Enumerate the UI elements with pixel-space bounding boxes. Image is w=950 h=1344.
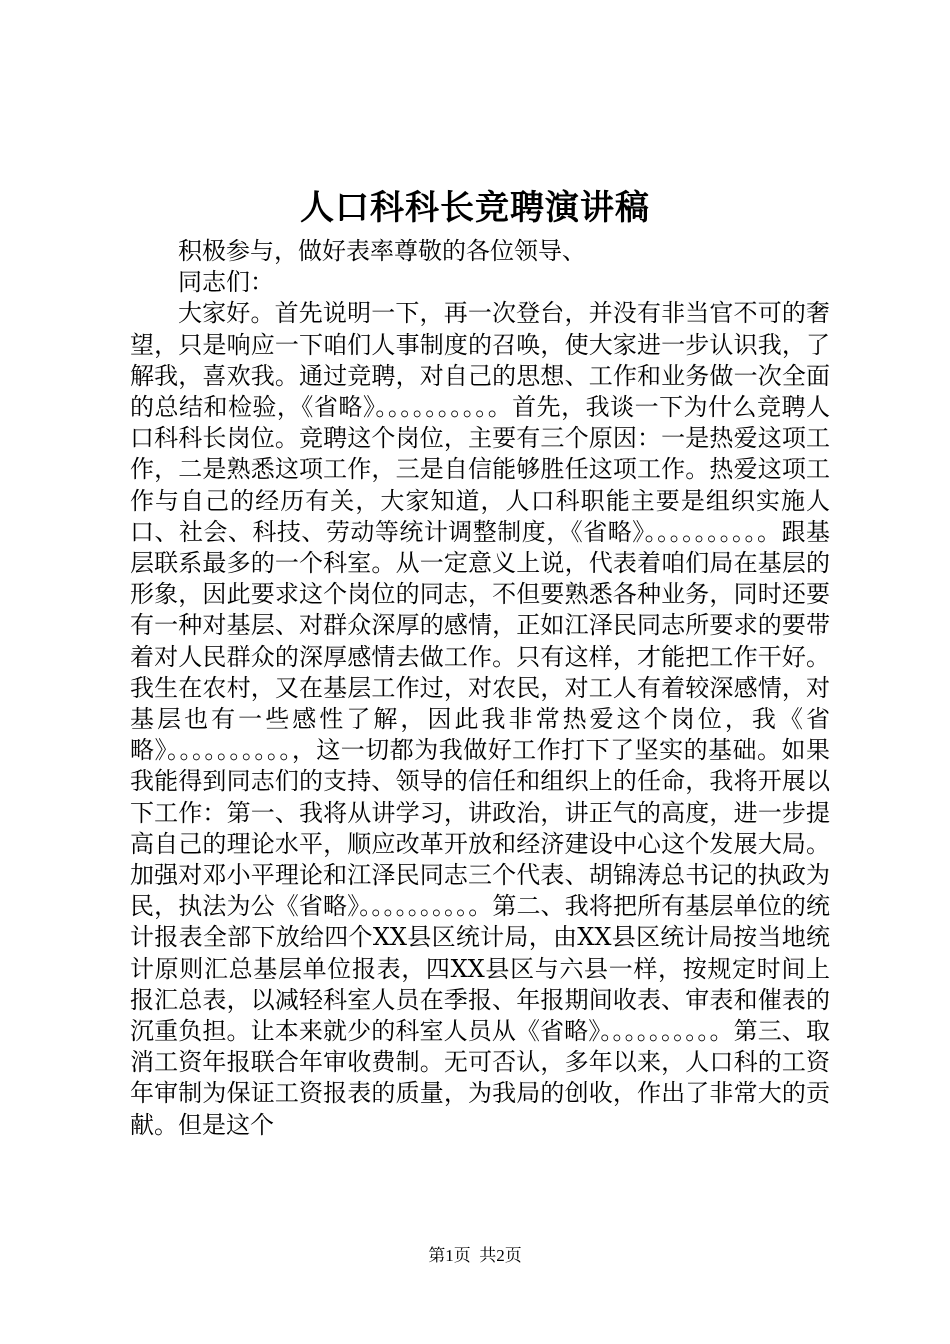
document-body xyxy=(130,236,830,1141)
page-number: 第1页 xyxy=(428,1246,471,1265)
page-footer xyxy=(0,1245,950,1267)
speech-body-paragraph: 大家好。首先说明一下，再一次登台，并没有非当官不可的奢望，只是响应一下咱们人事制度的召唤，使大家进一步认识我，了解我，喜欢我。通过竞聘，对自己的思想、工作和业务做一次全面的总结和检验，《省略》。。。。。。。。。。首先，我谈一下为什么竞聘人口科科长岗位。竞聘这个岗位，主要有三个原因：一是热爱这项工作，二是熟悉这项工作，三是自信能够胜任这项工作。热爱这项工作与自己的经历有关，大家知道，人口科职能主要是组织实施人口、社会、科技、劳动等统计调整制度，《省略》。。。。。。。。。。跟基层联系最多的一个科室。从一定意义上说，代表着咱们局在基层的形象，因此要求这个岗位的同志，不但要熟悉各种业务，同时还要有一种对基层、对群众深厚的感情，正如江泽民同志所要求的要带着对人民群众的深厚感情去做工作。只有这样，才能把工作干好。我生在农村，又在基层工作过，对农民，对工人有着较深感情，对基层也有一些感性了解，因此我非常热爱这个岗位，我《省略》。。。。。。。。。。，这一切都为我做好工作打下了坚实的基础。如果我能得到同志们的支持、领导的信任和组织上的任命，我将开展以下工作：第一、我将从讲学习，讲政治，讲正气的高度，进一步提高自己的理论水平，顺应改革开放和经济建设中心这个发展大局。加强对邓小平理论和江泽民同志三个代表、胡锦涛总书记的执政为民，执法为公《省略》。。。。。。。。。。第二、我将把所有基层单位的统计报表全部下放给四个XX县区统计局，由XX县区统计局按当地统计原则汇总基层单位报表，四XX县区与六县一样，按规定时间上报汇总表，以减轻科室人员在季报、年报期间收表、审表和催表的沉重负担。让本来就少的科室人员从《省略》。。。。。。。。。。第三、取消工资年报联合年审收费制。无可否认，多年以来，人口科的工资年审制为保证工资报表的质量，为我局的创收，作出了非常大的贡献。但是这个 xyxy=(130,299,830,1139)
salutation-paragraph: 同志们： xyxy=(178,268,274,297)
page-total: 共2页 xyxy=(479,1246,522,1265)
greeting-paragraph: 积极参与，做好表率尊敬的各位领导、 xyxy=(178,237,586,265)
document-title: 人口科科长竞聘演讲稿 xyxy=(300,188,650,228)
